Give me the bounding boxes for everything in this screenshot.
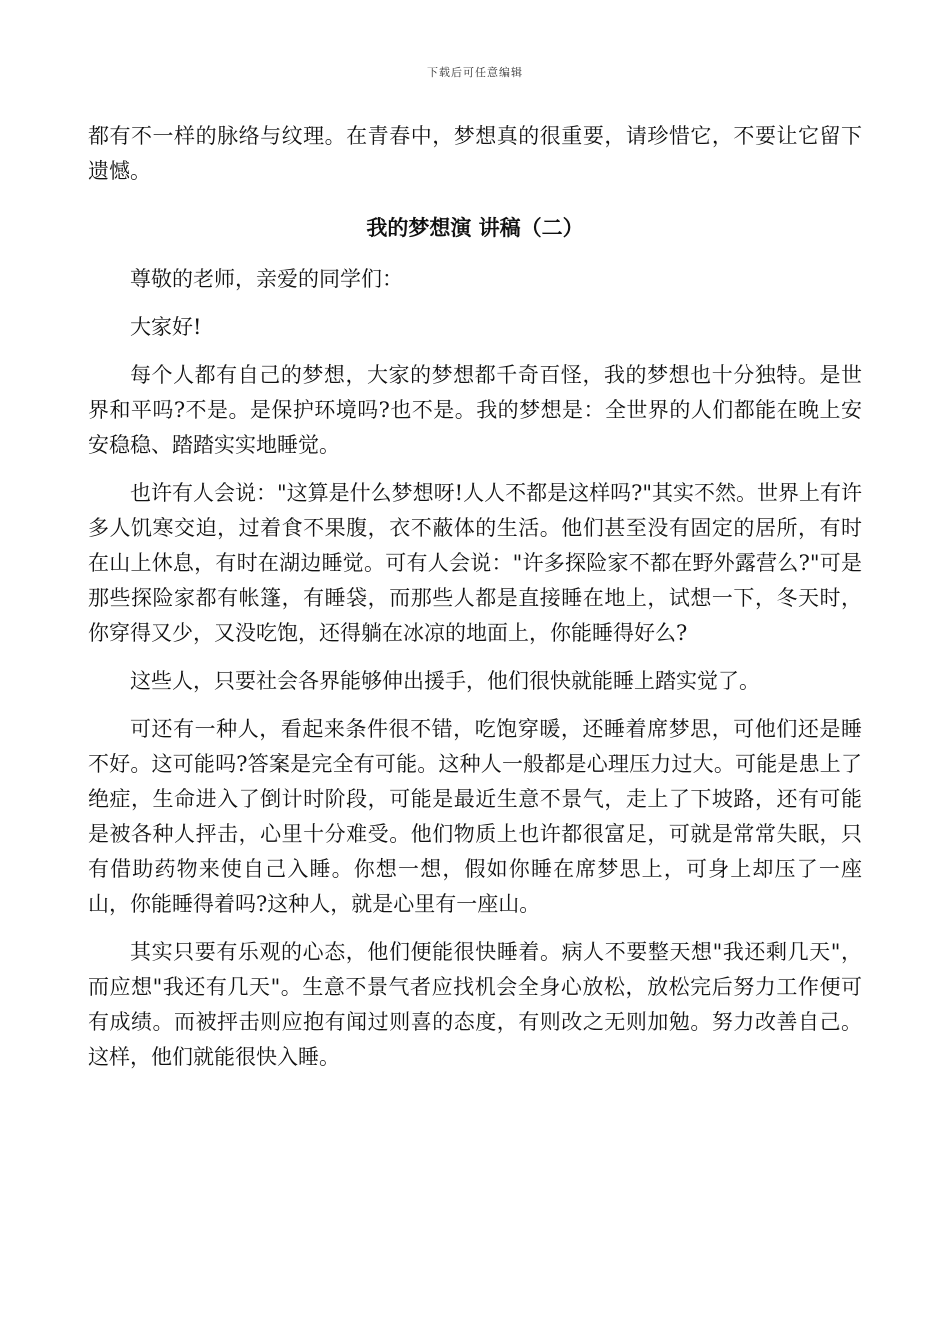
paragraph-1: 每个人都有自己的梦想，大家的梦想都千奇百怪，我的梦想也十分独特。是世界和平吗?不是。是保护环境吗?也不是。我的梦想是：全世界的人们都能在晚上安安稳稳、踏踏实实地睡觉。 — [88, 363, 862, 457]
paragraph-2: 也许有人会说："这算是什么梦想呀!人人不都是这样吗?"其实不然。世界上有许多人饥寒交迫，过着食不果腹，衣不蔽体的生活。他们甚至没有固定的居所，有时在山上休息，有时在湖边睡觉。可有人会说："许多探险家不都在野外露营么?"可是那些探险家都有帐篷，有睡袋，而那些人都是直接睡在地上，试想一下，冬天时，你穿得又少，又没吃饱，还得躺在冰凉的地面上，你能睡得好么? — [88, 481, 863, 645]
greeting: 大家好! — [130, 315, 202, 339]
salutation: 尊敬的老师，亲爱的同学们： — [130, 267, 403, 291]
document-body — [88, 119, 862, 1088]
paragraph-3: 这些人，只要社会各界能够伸出援手，他们很快就能睡上踏实觉了。 — [130, 669, 760, 693]
paragraph-5: 其实只要有乐观的心态，他们便能很快睡着。病人不要整天想"我还剩几天"，而应想"我还有几天"。生意不景气者应找机会全身心放松，放松完后努力工作便可有成绩。而被抨击则应抱有闻过则喜的态度，有则改之无则加勉。努力改善自己。这样，他们就能很快入睡。 — [88, 940, 862, 1069]
paragraph-4: 可还有一种人，看起来条件很不错，吃饱穿暖，还睡着席梦思，可他们还是睡不好。这可能吗?答案是完全有可能。这种人一般都是心理压力过大。可能是患上了绝症，生命进入了倒计时阶段，可能是最近生意不景气，走上了下坡路，还有可能是被各种人抨击，心里十分难受。他们物质上也许都很富足，可就是常常失眠，只有借助药物来使自己入睡。你想一想，假如你睡在席梦思上，可身上却压了一座山，你能睡得着吗?这种人，就是心里有一座山。 — [88, 717, 862, 916]
speech-title: 我的梦想演 讲稿（二） — [366, 216, 584, 240]
continuation-paragraph: 都有不一样的脉络与纹理。在青春中，梦想真的很重要，请珍惜它，不要让它留下遗憾。 — [88, 124, 862, 183]
header-note: 下载后可任意编辑 — [427, 66, 523, 79]
